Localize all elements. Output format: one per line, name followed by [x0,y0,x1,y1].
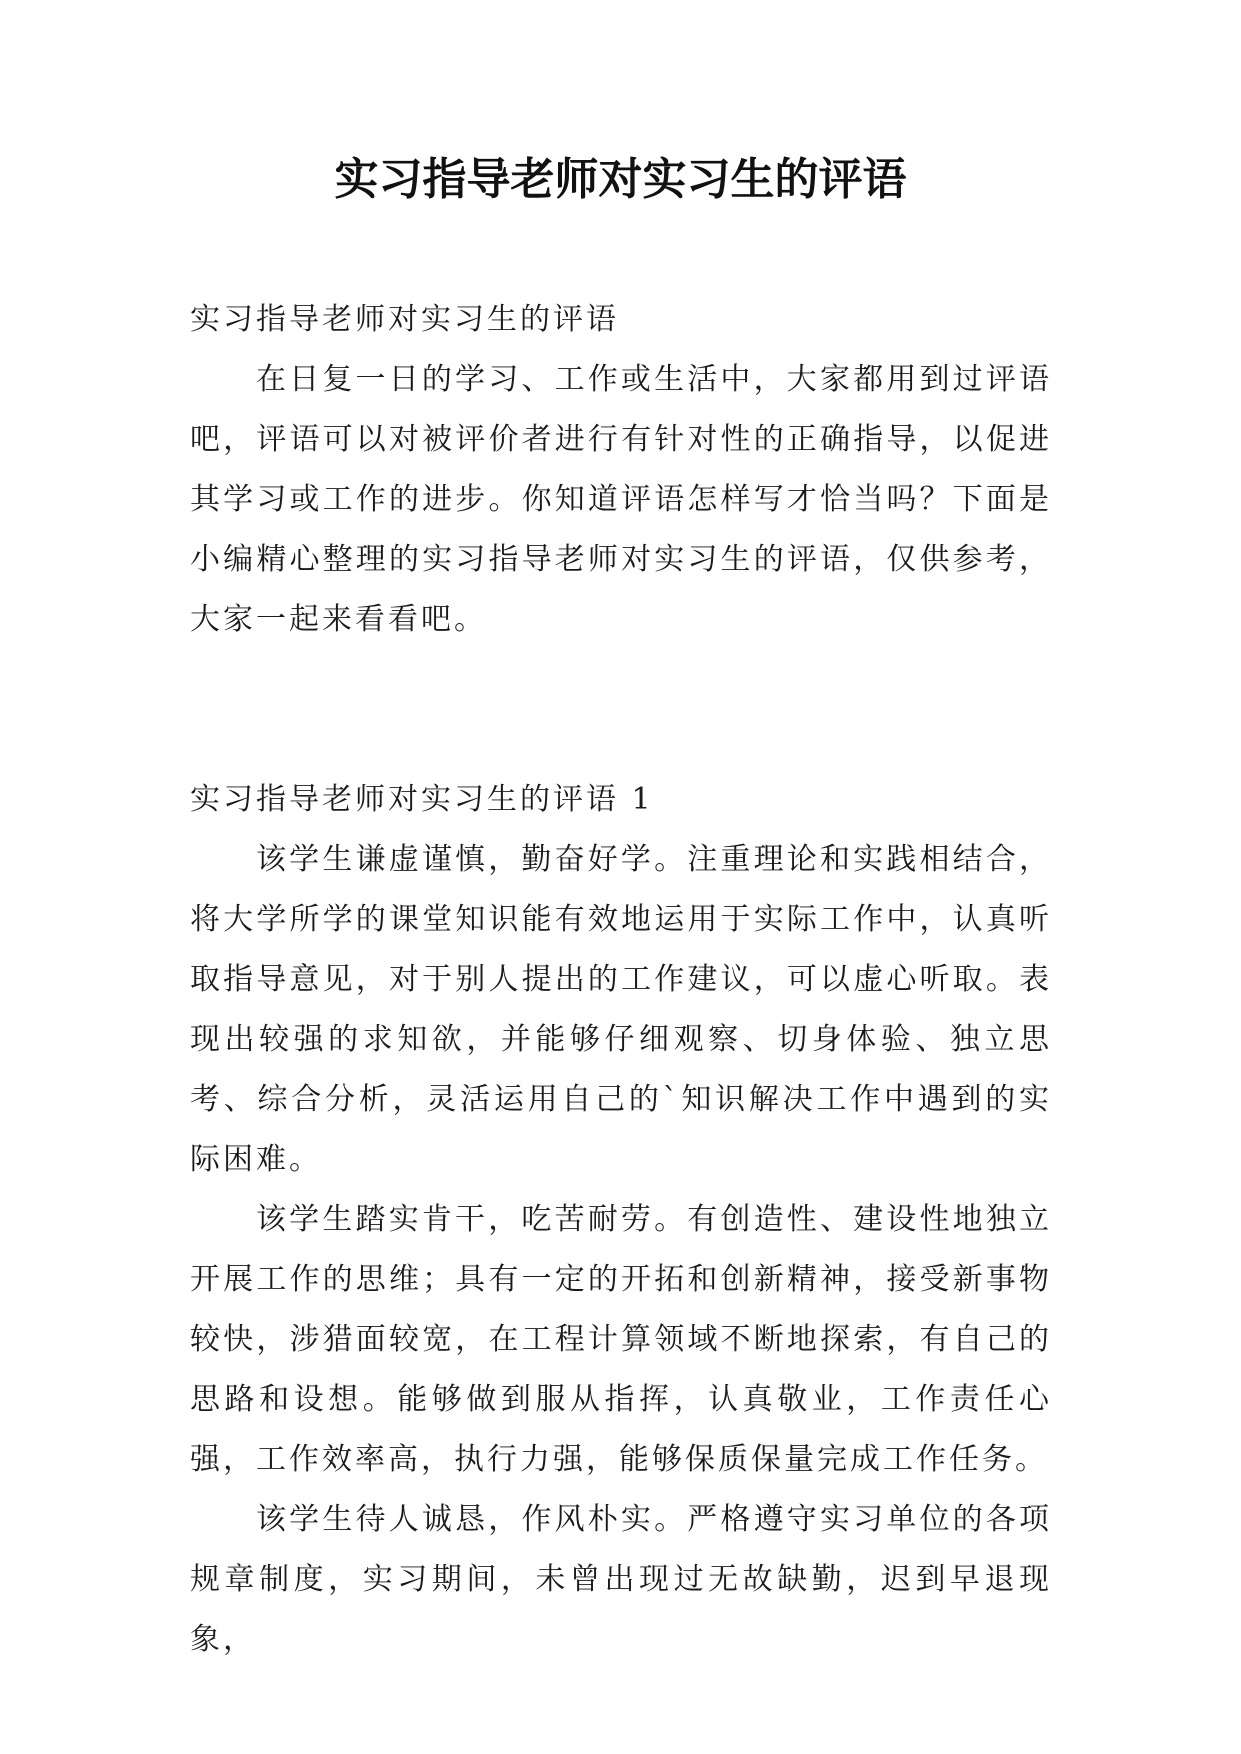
comment-paragraph: 该学生待人诚恳，作风朴实。严格遵守实习单位的各项规章制度，实习期间，未曾出现过无故缺勤，迟到早退现象， [190,1502,1052,1657]
intro-paragraph: 在日复一日的学习、工作或生活中，大家都用到过评语吧，评语可以对被评价者进行有针对性的正确指导，以促进其学习或工作的进步。你知道评语怎样写才恰当吗？下面是小编精心整理的实习指导老师对实习生的评语，仅供参考，大家一起来看看吧。 [190,362,1052,637]
comment-paragraph: 该学生谦虚谨慎，勤奋好学。注重理论和实践相结合，将大学所学的课堂知识能有效地运用于实际工作中，认真听取指导意见，对于别人提出的工作建议，可以虚心听取。表现出较强的求知欲，并能够仔细观察、切身体验、独立思考、综合分析，灵活运用自己的`知识解决工作中遇到的实际困难。 [190,842,1052,1177]
section-spacer [190,650,1052,770]
intro-heading: 实习指导老师对实习生的评语 [190,302,619,337]
document-title: 实习指导老师对实习生的评语 [334,154,907,205]
document-body [190,290,1052,1670]
comment-paragraph: 该学生踏实肯干，吃苦耐劳。有创造性、建设性地独立开展工作的思维；具有一定的开拓和创新精神，接受新事物较快，涉猎面较宽，在工程计算领域不断地探索，有自己的思路和设想。能够做到服从指挥，认真敬业，工作责任心强，工作效率高，执行力强，能够保质保量完成工作任务。 [190,1202,1052,1477]
section-heading: 实习指导老师对实习生的评语 1 [190,782,654,817]
